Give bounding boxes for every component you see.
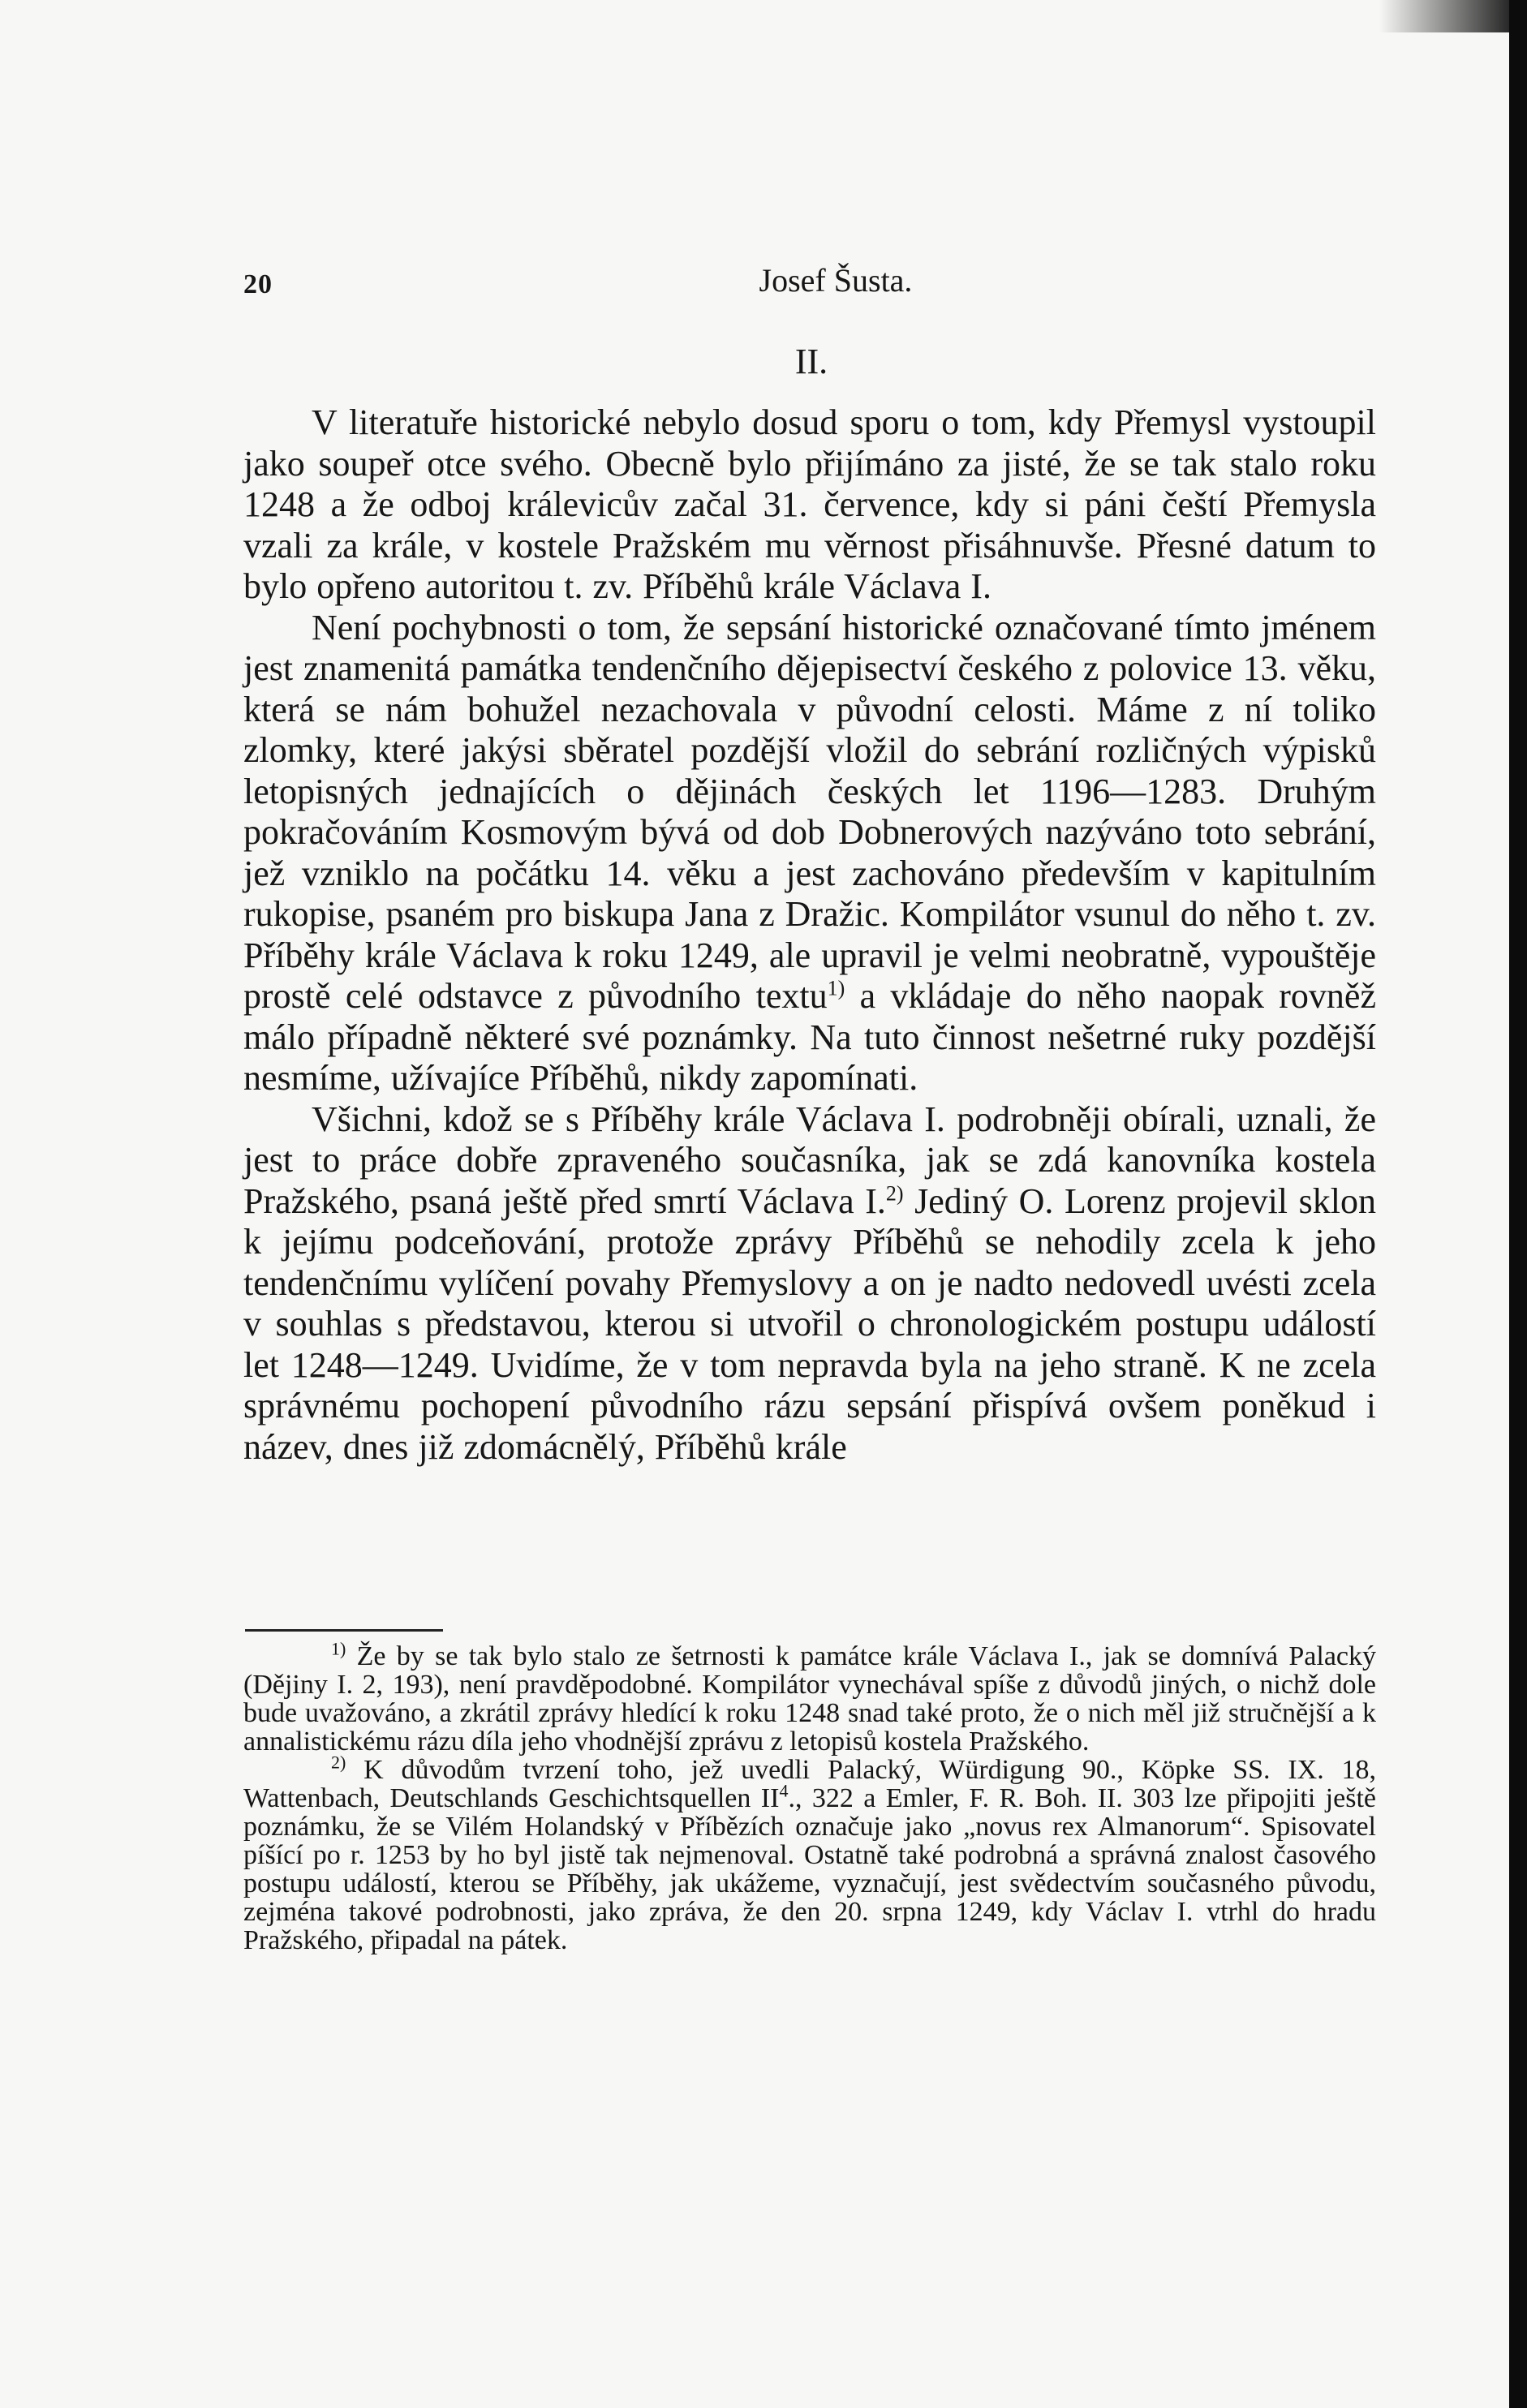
running-title: Josef Šusta.: [759, 262, 913, 299]
footnote-ref: 2): [885, 1180, 904, 1205]
footnotes: [243, 1638, 1377, 1955]
paragraph-text: V literatuře historické nebylo dosud sporu o tom, kdy Přemysl vystoupil jako soupeř otce svého. Obecně bylo přijímáno za jisté, že se tak stalo roku 1248 a že odboj králevicův začal 31. července, kdy si páni čeští Přemysla vzali za krále, v kostele Pražském mu věrnost přisáhnuvše. Přesné datum to bylo opřeno autoritou t. zv. Příběhů krále Václava I.: [243, 402, 1376, 606]
footnote-mark: 1): [331, 1638, 346, 1659]
paragraph: [243, 1099, 1376, 1468]
footnote-text: K důvodům tvrzení toho, jež uvedli Palacký, Würdigung 90., Köpke SS. IX. 18, Wattenbach, Deutschlands Geschichtsquellen II: [243, 1755, 1376, 1813]
paragraph-text: Všichni, kdož se s Příběhy krále Václava I. podrobněji obírali, uznali, že jest to práce dobře zpraveného současníka, jak se zdá kanovníka kostela Pražského, psaná ještě před smrtí Václava I.: [243, 1099, 1376, 1221]
paragraph: [243, 402, 1376, 608]
footnote-ref: 1): [827, 976, 845, 1000]
main-text: [243, 402, 1376, 1468]
footnote: [243, 1638, 1377, 1757]
edition-superscript: 4: [779, 1780, 789, 1801]
paragraph-text: Jediný O. Lorenz projevil sklon k jejímu podceňování, protože zprávy Příběhů se nehodily zcela k jeho tendenčnímu vylíčení povahy Přemyslovy a on je nadto nedovedl uvésti zcela v souhlas s představou, kterou si utvořil o chronologickém postupu událostí let 1248—1249. Uvidíme, že v tom nepravda byla na jeho straně. K ne zcela správnému pochopení původního rázu sepsání přispívá ovšem poněkud i název, dnes již zdomácnělý, Příběhů krále: [243, 1180, 1376, 1467]
footnote-text: ., 322 a Emler, F. R. Boh. II. 303 lze připojiti ještě poznámku, že se Vilém Holandský v Příbězích označuje jako „novus rex Almanorum“. Spisovatel píšící po r. 1253 by ho byl jistě tak nejmenoval. Ostatně také podrobná a správná znalost časového postupu událostí, kterou se Příběhy, jak ukážeme, vyznačují, jest svědectvím současného původu, zejména takové podrobnosti, jako zpráva, že den 20. srpna 1249, kdy Václav I. vtrhl do hradu Pražského, připadal na pátek.: [243, 1783, 1376, 1955]
paragraph: [243, 608, 1376, 1099]
running-header: [243, 261, 1379, 310]
scan-corner-shadow: [1379, 0, 1527, 32]
scan-dark-edge: [1509, 0, 1527, 2408]
footnote-mark: 2): [331, 1752, 346, 1773]
page-number: 20: [243, 269, 273, 299]
footnote-text: Že by se tak bylo stalo ze šetrnosti k památce krále Václava I., jak se domnívá Palacký (Dějiny I. 2, 193), není pravděpodobné. Kompilátor vynechával spíše z důvodů jiných, o nichž dole bude uvažováno, a zkrátil zprávy hledící k roku 1248 snad také proto, že o nich měl již stručnější a k annalistickému rázu díla jeho vhodnější zprávu z letopisů kostela Pražského.: [243, 1641, 1377, 1757]
paragraph-text: a vkládaje do něho naopak rovněž málo případně některé své poznámky. Na tuto činnost nešetrné ruky pozdější nesmíme, užívajíce Příběhů, nikdy zapomínati.: [243, 976, 1376, 1098]
footnote: [243, 1752, 1376, 1955]
paragraph-text: Není pochybnosti o tom, že sepsání historické označované tímto jménem jest znamenitá památka tendenčního dějepisectví českého z polovice 13. věku, která se nám bohužel nezachovala v původní celosti. Máme z ní toliko zlomky, které jakýsi sběratel pozdější vložil do sebrání rozličných výpisků letopisných jednajících o dějinách českých let 1196—1283. Druhým pokračováním Kosmovým bývá od dob Dobnerových nazýváno toto sebrání, jež vzniklo na počátku 14. věku a jest zachováno především v kapitulním rukopise, psaném pro biskupa Jana z Dražic. Kompilátor vsunul do něho t. zv. Příběhy krále Václava k roku 1249, ale upravil je velmi neobratně, vypouštěje prostě celé odstavce z původního textu: [243, 607, 1376, 1016]
footnote-divider: [245, 1629, 443, 1632]
section-heading: II.: [794, 342, 828, 381]
